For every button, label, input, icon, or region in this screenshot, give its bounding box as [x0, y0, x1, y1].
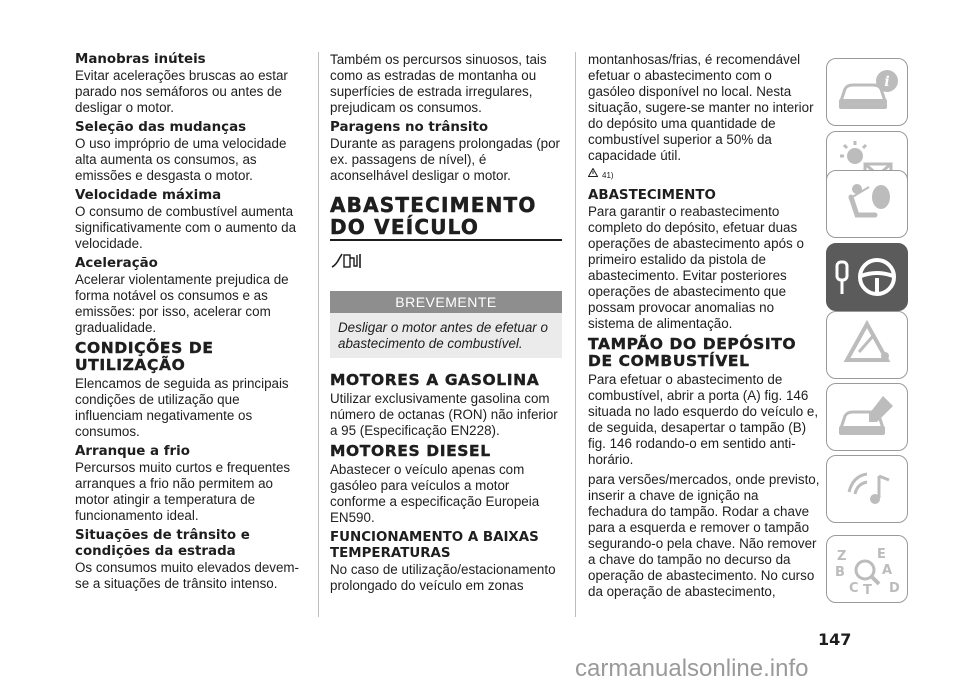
text-arranque: Percursos muito curtos e frequentes arranques a frio não permitem ao motor atingir a temperatura de funcionamento ideal.: [75, 460, 291, 523]
heading-abastecimento: ABASTECIMENTO: [588, 188, 716, 203]
text-continuation: montanhosas/frias, é recomendável efetuar o abastecimento com o gasóleo disponível no local. Nesta situação, sugere-se manter no interior do depósito uma quantidade de combustível superior a 50% da capacidade útil.: [588, 52, 814, 163]
text-manobras: Evitar acelerações bruscas ao estar parado nos semáforos ou antes de desligar o motor.: [75, 68, 288, 115]
footer-watermark: carmanualsonline.info: [575, 655, 809, 682]
text-situacoes: Os consumos muito elevados devem-se a situações de trânsito intenso.: [75, 560, 300, 591]
key-steering-wheel-icon: [827, 244, 907, 310]
tab-airbag-seat[interactable]: [826, 170, 908, 238]
heading-paragens: Paragens no trânsito: [330, 120, 489, 135]
tab-emergency[interactable]: [826, 311, 908, 379]
index-letter: E: [877, 547, 886, 562]
reference-number: 41): [602, 171, 614, 180]
text-funcionamento: No caso de utilização/estacionamento prolongado do veículo em zonas: [330, 562, 556, 593]
text-tampao-2: para versões/mercados, onde previsto, inserir a chave de ignição na fechadura do tampão. Rodar a chave para a esquerda e remover o tampão segurando-o pela chave. Não remover a chave do tampão no decurso da operação de abastecimento. No curso da operação de abastecimento,: [588, 472, 820, 599]
text-intro: Também os percursos sinuosos, tais como as estradas de montanha ou superfícies de estrada irregulares, prejudicam os consumos.: [330, 52, 547, 115]
heading-rule: [330, 239, 562, 241]
column-2: [330, 52, 562, 598]
column-1: [75, 52, 307, 596]
heading-diesel: MOTORES DIESEL: [330, 442, 491, 460]
alphabetical-index-icon: [827, 536, 907, 602]
text-selecao: O uso impróprio de uma velocidade alta aumenta os consumos, as emissões e desgasta o motor.: [75, 136, 287, 183]
tab-maintenance[interactable]: [826, 383, 908, 451]
text-abastecimento: Para garantir o reabastecimento completo do depósito, efetuar duas operações de abastecimento após o primeiro estalido da pistola de abastecimento. Evitar posteriores operações de abastecimento que possam provocar anomalias no sistema de alimentação.: [588, 204, 804, 331]
heading-tampao: TAMPÃO DO DEPÓSITO DE COMBUSTÍVEL: [588, 335, 797, 370]
soon-banner: BREVEMENTE: [330, 291, 562, 313]
warning-triangle-icon: [827, 312, 907, 378]
tab-key-steering[interactable]: [826, 243, 908, 311]
index-letter: D: [889, 581, 900, 596]
heading-manobras: Manobras inúteis: [75, 52, 206, 67]
fuel-pump-symbol-icon: [330, 251, 562, 271]
text-condicoes: Elencamos de seguida as principais condições de utilização que influenciam negativamente os consumos.: [75, 376, 289, 439]
heading-funcionamento: FUNCIONAMENTO A BAIXAS TEMPERATURAS: [330, 530, 539, 561]
car-info-icon: [827, 59, 907, 125]
heading-velocidade: Velocidade máxima: [75, 188, 222, 203]
warning-triangle-small-icon: [588, 168, 598, 177]
airbag-seat-icon: [827, 171, 907, 237]
column-3: [588, 52, 820, 604]
text-diesel: Abastecer o veículo apenas com gasóleo para veículos a motor conforme a especificação Europeia EN590.: [330, 462, 540, 525]
index-letter: Z: [837, 549, 847, 564]
text-aceleracao: Acelerar violentamente prejudica de forma notável os consumos e as emissões: por isso, acelerar com gradualidade.: [75, 272, 289, 335]
text-velocidade: O consumo de combustível aumenta significativamente com o aumento da velocidade.: [75, 204, 297, 251]
heading-condicoes: CONDIÇÕES DE UTILIZAÇÃO: [75, 339, 214, 374]
note-box: Desligar o motor antes de efetuar o abastecimento de combustível.: [330, 313, 562, 358]
car-maintenance-icon: [827, 384, 907, 450]
column-divider: [575, 52, 576, 617]
tab-car-info[interactable]: [826, 58, 908, 126]
index-letter: A: [882, 563, 893, 578]
heading-situacoes: Situações de trânsito e condições da estrada: [75, 528, 250, 559]
multimedia-icon: [827, 456, 907, 522]
svg-text:i: i: [884, 74, 890, 90]
heading-aceleracao: Aceleração: [75, 256, 158, 271]
column-divider: [318, 52, 319, 617]
index-letter: C: [849, 581, 859, 596]
text-paragens: Durante as paragens prolongadas (por ex. passagens de nível), é aconselhável desligar o motor.: [330, 136, 561, 183]
index-letter: T: [863, 583, 872, 598]
heading-abastecimento-veiculo: ABASTECIMENTO DO VEÍCULO: [330, 193, 537, 239]
page-number: 147: [818, 630, 852, 649]
text-gasolina: Utilizar exclusivamente gasolina com número de octanas (RON) não inferior a 95 (Especificação EN228).: [330, 391, 558, 438]
tab-alphabetical-index[interactable]: [826, 535, 908, 603]
text-tampao-1: Para efetuar o abastecimento de combustível, abrir a porta (A) fig. 146 situada no lado esquerdo do veículo e, de seguida, desapertar o tampão (B) fig. 146 rodando-o em sentido anti-horário.: [588, 372, 819, 467]
tab-multimedia[interactable]: [826, 455, 908, 523]
warning-reference: [588, 168, 820, 180]
heading-selecao: Seleção das mudanças: [75, 120, 247, 135]
heading-gasolina: MOTORES A GASOLINA: [330, 371, 540, 389]
index-letter: B: [835, 565, 845, 580]
heading-arranque: Arranque a frio: [75, 444, 190, 459]
